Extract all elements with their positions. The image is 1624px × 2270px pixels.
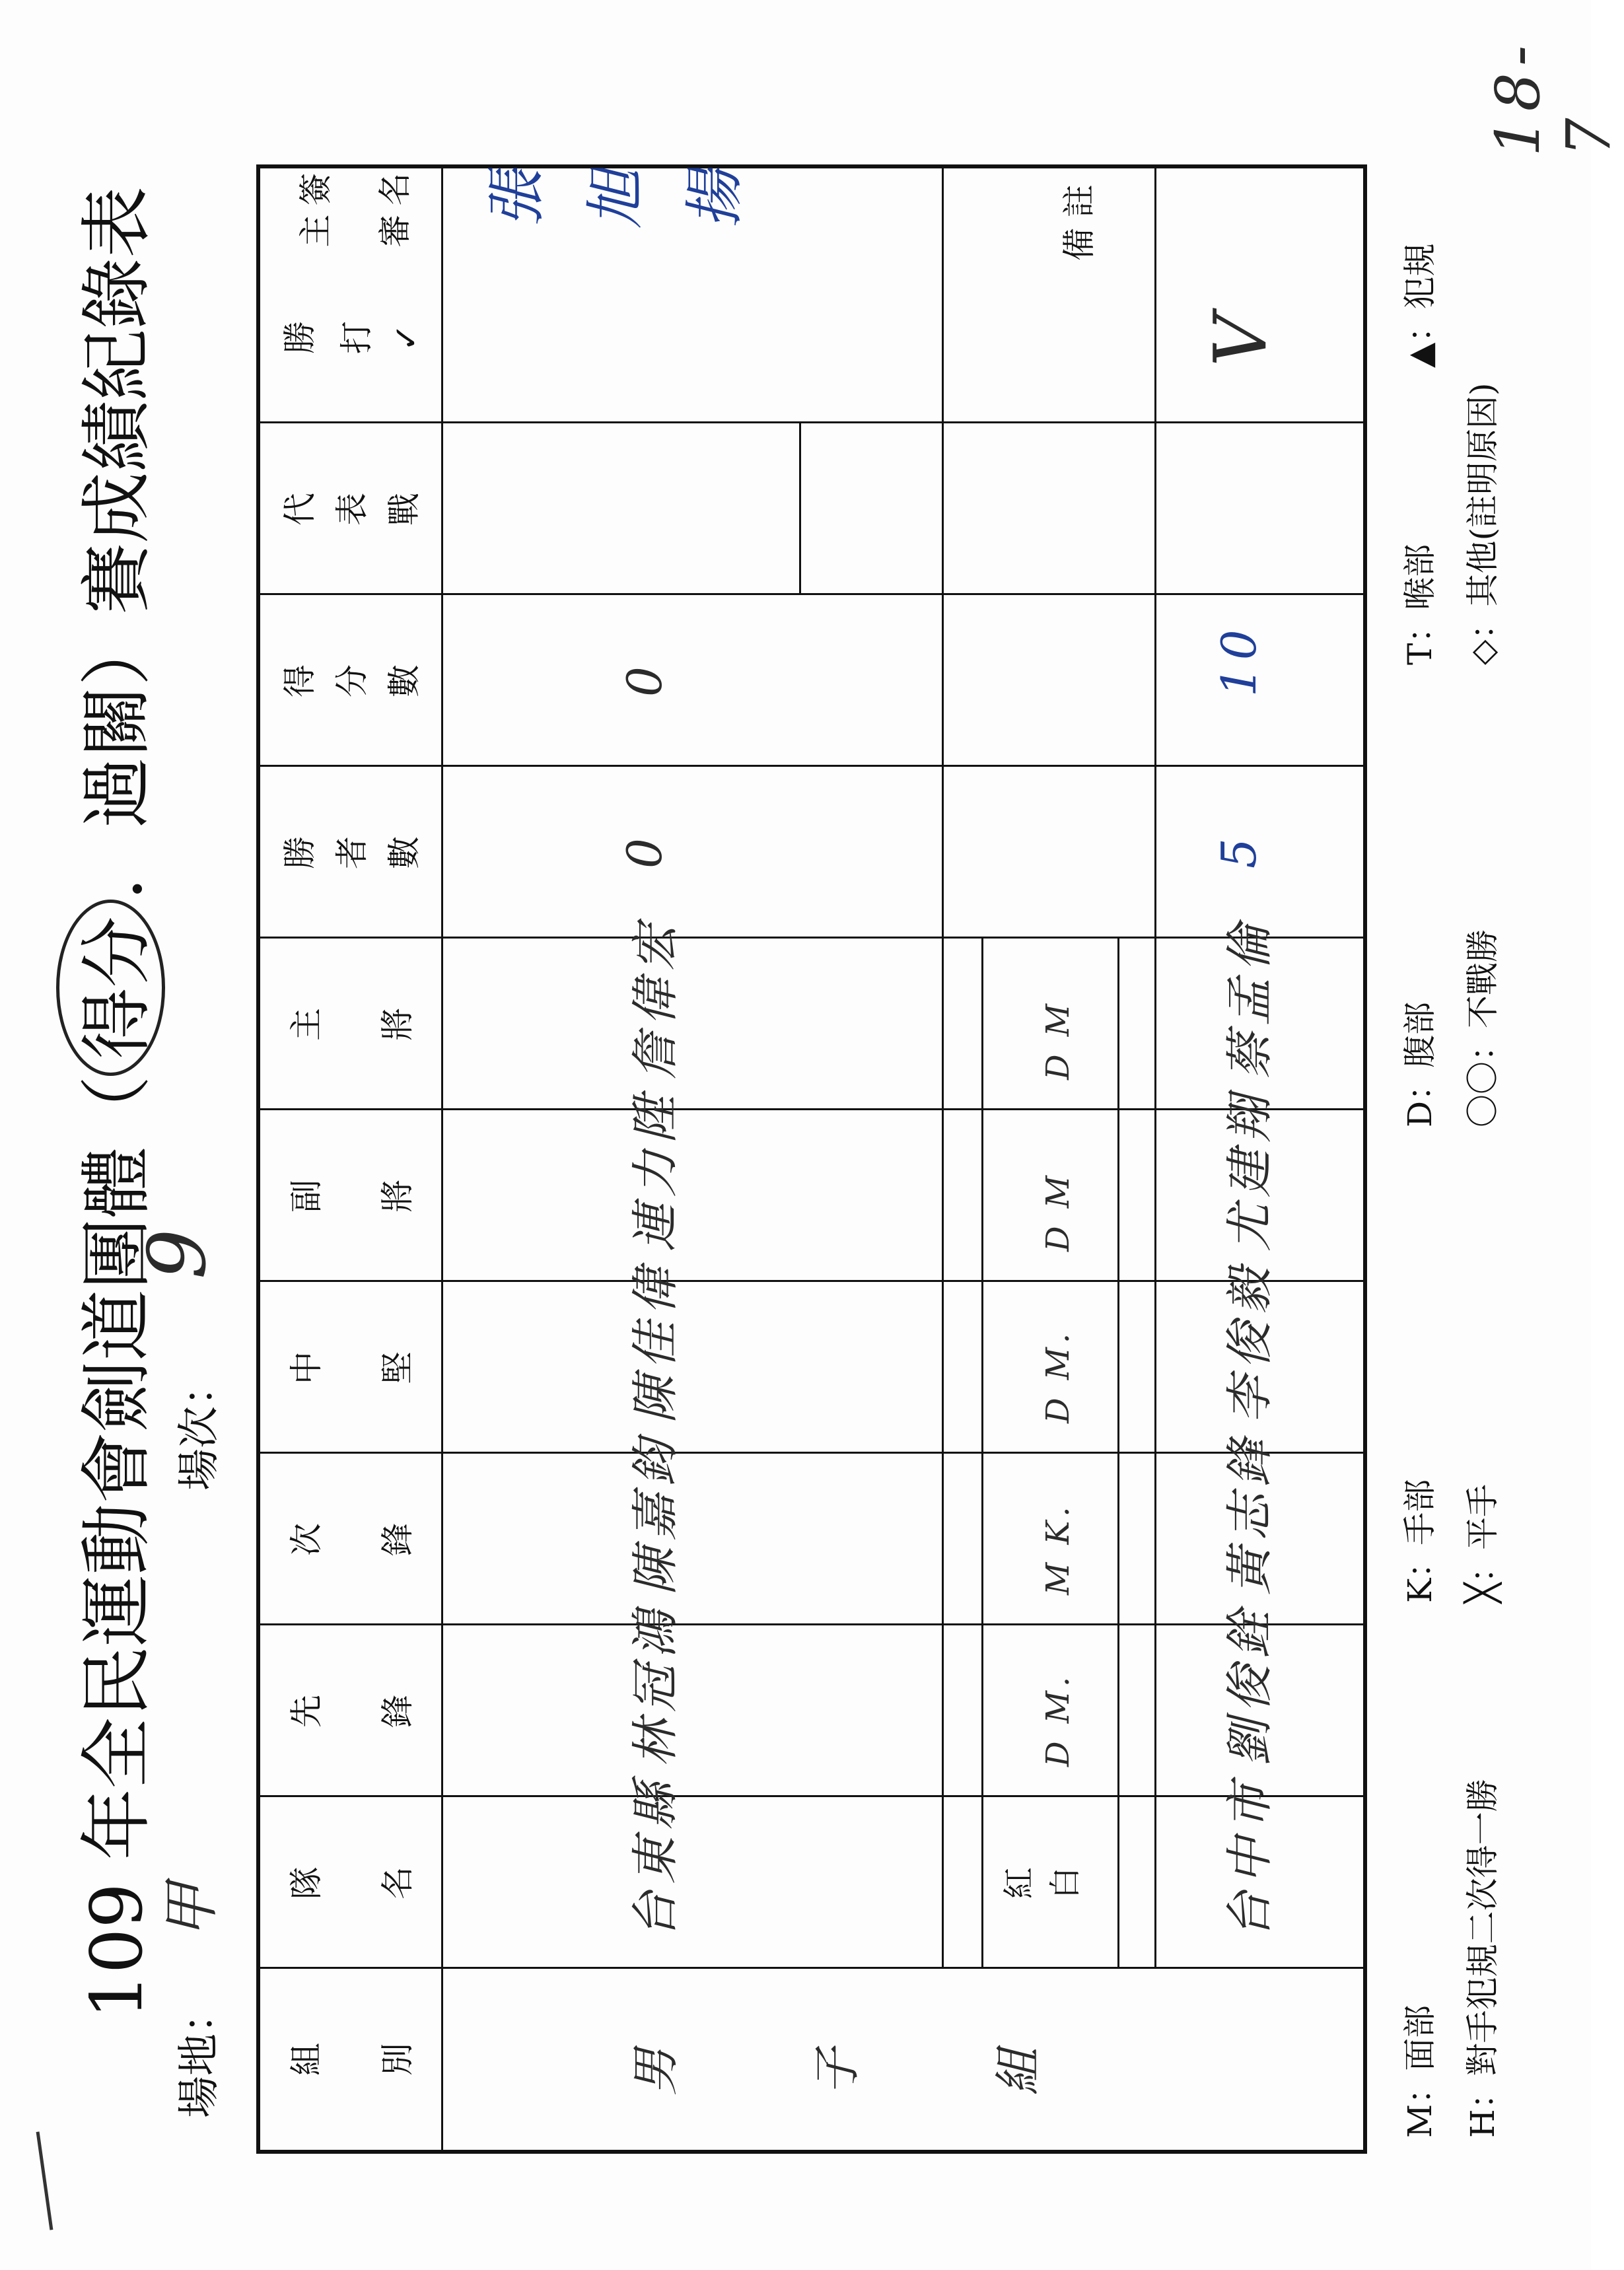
white-second: 黃志鋒 xyxy=(1222,1432,1277,1595)
grid-line xyxy=(260,1280,1363,1282)
grid-line xyxy=(981,939,983,1969)
white-middle-marks: D M. xyxy=(1040,1329,1077,1423)
legend-t: T：喉部 xyxy=(1401,544,1439,665)
match-value: 9 xyxy=(132,1222,224,1279)
header-rep-battle: 代 表 戰 xyxy=(281,493,423,526)
title-prefix: 109 年全民運動會劍道團體（ xyxy=(76,1075,159,2019)
red-wins: 0 xyxy=(617,832,672,869)
grid-line xyxy=(260,1967,1363,1969)
red-team-name: 台東縣 xyxy=(627,1775,683,1938)
red-points: 0 xyxy=(617,660,672,697)
header-first: 先 鋒 xyxy=(287,1695,417,1728)
header-wins: 勝 者 數 xyxy=(281,836,423,869)
grid-line xyxy=(260,937,1363,939)
legend-foul: ▲：犯規 xyxy=(1401,243,1439,368)
referee-signature: 張旭揚 xyxy=(485,170,782,239)
red-middle: 陳佳偉 xyxy=(627,1260,683,1423)
date-note: 18-7 xyxy=(1483,38,1624,157)
white-side-label: 白 xyxy=(1047,1866,1084,1899)
title-suffix: ．過關）賽成績紀錄表 xyxy=(76,186,159,900)
grid-line xyxy=(260,421,1363,423)
white-captain-marks: D M xyxy=(1040,1000,1077,1080)
legend-draw: ╳：平手 xyxy=(1464,1483,1502,1603)
red-first: 林冠鴻 xyxy=(627,1604,683,1767)
white-wins: 5 xyxy=(1211,832,1267,869)
header-remarks: 備 註 xyxy=(1060,184,1098,261)
margin-pen-stroke xyxy=(36,2131,53,2230)
group-value: 男 子 組 xyxy=(630,2048,1100,2104)
form-title xyxy=(56,104,165,2019)
white-first-marks: D M. xyxy=(1040,1672,1077,1767)
grid-line xyxy=(260,765,1363,767)
white-second-marks: M K. xyxy=(1040,1503,1077,1595)
grid-line xyxy=(260,1452,1363,1454)
white-team-name: 台中市 xyxy=(1222,1775,1277,1938)
white-captain: 蔡孟倫 xyxy=(1222,917,1277,1080)
legend-h: H：對手犯規二次得一勝 xyxy=(1464,1779,1502,2138)
venue-value: 甲 xyxy=(159,1876,225,1940)
match-label: 場次： xyxy=(175,1364,224,1491)
white-first: 劉俊銓 xyxy=(1222,1604,1277,1767)
legend-default-win: 〇〇：不戰勝 xyxy=(1464,929,1502,1127)
legend-other: ◇：其他(註明原因) xyxy=(1464,382,1502,665)
venue-label: 場地： xyxy=(175,1991,224,2118)
grid-line xyxy=(799,423,801,595)
legend-m: M：面部 xyxy=(1401,2004,1439,2138)
legend-k: K：手部 xyxy=(1401,1479,1439,1603)
header-vice: 副 將 xyxy=(287,1180,417,1213)
white-points: 10 xyxy=(1211,623,1267,697)
header-referee-top: 主 簽 xyxy=(297,172,335,248)
score-table xyxy=(256,164,1367,2154)
grid-line xyxy=(942,168,944,423)
red-second: 陳嘉鈞 xyxy=(627,1432,683,1595)
grid-line xyxy=(1154,168,1156,423)
white-win-mark: V xyxy=(1198,307,1283,367)
white-vice: 尤建翔 xyxy=(1222,1088,1277,1252)
header-second: 次 鋒 xyxy=(287,1523,417,1556)
header-referee-bottom: 審 名 xyxy=(376,172,414,248)
red-captain: 詹偉宏 xyxy=(627,917,683,1080)
red-side-label: 紅 xyxy=(1001,1866,1038,1899)
header-points: 得 分 數 xyxy=(281,664,423,697)
header-middle: 中 堅 xyxy=(287,1351,417,1384)
white-middle: 李俊毅 xyxy=(1222,1260,1277,1423)
grid-line xyxy=(260,1795,1363,1797)
grid-line xyxy=(942,423,944,1969)
grid-line xyxy=(441,168,443,2150)
red-vice: 連力陞 xyxy=(627,1088,683,1252)
header-captain: 主 將 xyxy=(287,1008,417,1041)
grid-line xyxy=(260,593,1363,595)
grid-line xyxy=(1154,423,1156,1969)
white-vice-marks: D M xyxy=(1040,1172,1077,1252)
header-win-mark: 勝 打 ✓ xyxy=(281,321,425,354)
grid-line xyxy=(1117,939,1119,1969)
grid-line xyxy=(260,1623,1363,1625)
grid-line xyxy=(260,1108,1363,1110)
header-group: 組 別 xyxy=(287,2043,417,2076)
header-team-name: 隊 名 xyxy=(287,1866,417,1899)
title-circled-option: 得分 xyxy=(56,900,165,1076)
legend-d: D：腹部 xyxy=(1401,1001,1439,1127)
